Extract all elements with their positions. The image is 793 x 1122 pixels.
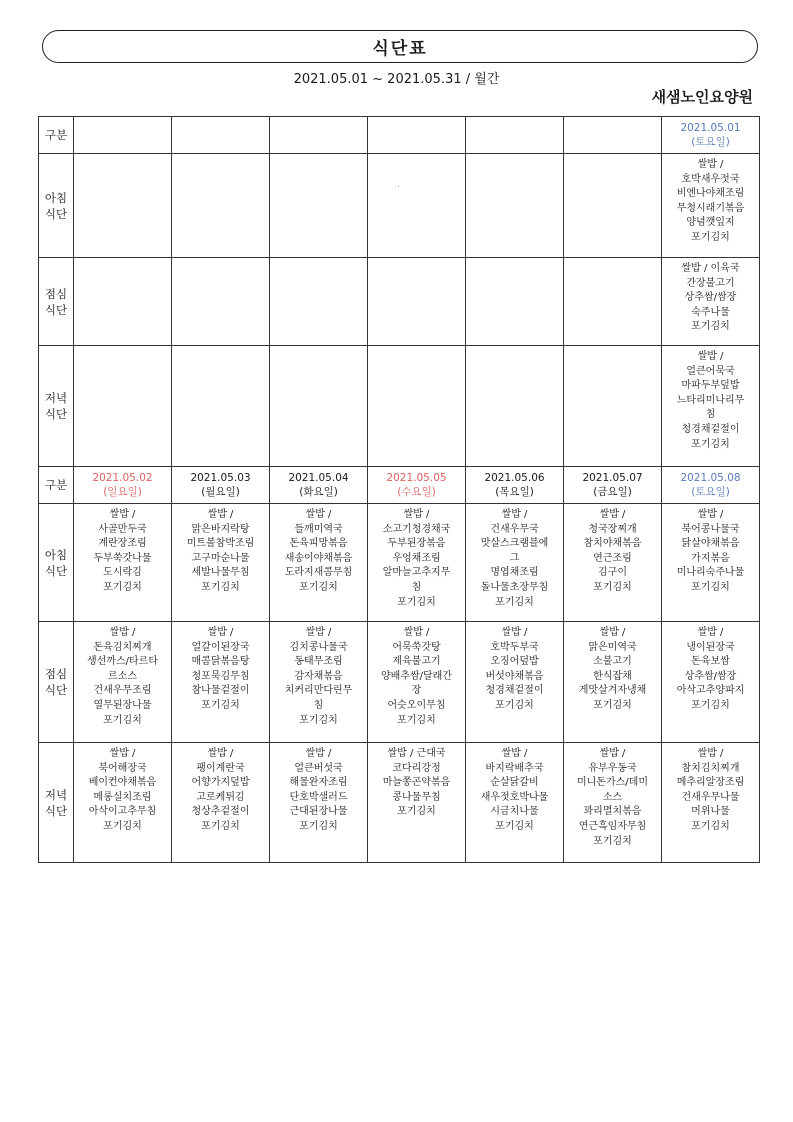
menu-cell (172, 743, 270, 863)
menu-item: 쌀밥 / 근대국 (387, 748, 446, 759)
menu-item: 비엔나야채조림 (676, 188, 745, 200)
menu-cell (662, 504, 760, 622)
menu-item: 호박두부국 (490, 641, 539, 653)
menu-item: 순살닭갈비 (490, 777, 539, 789)
day-date: 2021.05.04 (288, 472, 349, 484)
empty-cell (270, 258, 368, 346)
day-date: 2021.05.01 (680, 122, 741, 134)
menu-item: 얼큰어묵국 (686, 365, 735, 377)
menu-item: 쌀밥 / (109, 509, 136, 520)
empty-cell (564, 346, 662, 467)
menu-item: 쌀밥 / 이육국 (681, 263, 740, 274)
menu-item: 동태무조림 (294, 656, 343, 668)
menu-item: 메추리알장조림 (676, 777, 745, 789)
empty-cell (270, 346, 368, 467)
menu-item: 한식잡채 (593, 670, 632, 682)
menu-item: 돈육보쌈 (691, 656, 730, 668)
breakfast-label: 아침 식단 (39, 504, 74, 622)
menu-item: 닭살야채볶음 (681, 538, 740, 550)
day-of-week: (수요일) (397, 486, 436, 498)
menu-cell (74, 622, 172, 743)
menu-item: 양념깻잎지 (686, 217, 735, 229)
week1-breakfast-row (39, 154, 760, 258)
menu-item: 어슷오이무침 (387, 699, 446, 711)
menu-item: 해물완자조림 (289, 777, 348, 789)
menu-item: 얼큰버섯국 (294, 762, 343, 774)
menu-item: 쌀밥 / (305, 748, 332, 759)
menu-item: 사골만두국 (98, 523, 147, 535)
menu-item: 제육불고기 (392, 656, 441, 668)
day-date: 2021.05.02 (92, 472, 153, 484)
menu-item: 청국장찌개 (588, 523, 637, 535)
menu-item: 쌀밥 / (501, 627, 528, 638)
category-label: 구분 (39, 467, 74, 504)
menu-item: 미나리숙주나물 (676, 567, 745, 579)
menu-item: 두부쑥갓나물 (93, 552, 152, 564)
menu-item: 치커리만다린무 (284, 685, 353, 697)
menu-item: 호박새우젓국 (681, 173, 740, 185)
menu-item: 쌀밥 / (599, 748, 626, 759)
scan-dot (398, 186, 399, 187)
menu-item: 포기김치 (691, 231, 730, 243)
empty-cell (270, 117, 368, 154)
menu-item: 쌀밥 / (305, 509, 332, 520)
menu-item: 양배추쌈/달래간 (381, 670, 452, 682)
menu-cell (662, 154, 760, 258)
empty-cell (368, 154, 466, 258)
menu-item: 포기김치 (691, 699, 730, 711)
menu-item: 쌀밥 / (697, 351, 724, 362)
menu-cell (270, 622, 368, 743)
menu-item: 콩나물무침 (392, 791, 441, 803)
menu-item: 포기김치 (593, 835, 632, 847)
dinner-label: 저녁 식단 (39, 346, 74, 467)
menu-item: 새우젓호박나물 (480, 791, 549, 803)
empty-cell (564, 117, 662, 154)
category-label: 구분 (39, 117, 74, 154)
menu-item: 장 (411, 685, 422, 697)
empty-cell (564, 258, 662, 346)
menu-item: 김치콩나물국 (289, 641, 348, 653)
menu-item: 쌀밥 / (207, 748, 234, 759)
menu-cell (74, 504, 172, 622)
menu-item: 냉이된장국 (686, 641, 735, 653)
menu-item: 아삭고추양파지 (676, 685, 745, 697)
menu-item: 르소스 (108, 670, 137, 682)
menu-item: 포기김치 (691, 820, 730, 832)
facility-name: 새샘노인요양원 (651, 88, 753, 106)
menu-item: 쌀밥 / (697, 748, 724, 759)
day-date: 2021.05.05 (386, 472, 447, 484)
menu-cell (466, 622, 564, 743)
menu-item: 북어콩나물국 (681, 523, 740, 535)
menu-item: 메롱실치조림 (93, 791, 152, 803)
day-date: 2021.05.08 (680, 472, 741, 484)
menu-item: 매콤닭볶음탕 (191, 656, 250, 668)
menu-item: 세발나물무침 (191, 567, 250, 579)
menu-item: 쌀밥 / (697, 509, 724, 520)
menu-item: 바지락배추국 (485, 762, 544, 774)
menu-item: 상추쌈/쌈장 (684, 292, 737, 304)
menu-item: 들깨미역국 (294, 523, 343, 535)
menu-cell (564, 743, 662, 863)
menu-item: 돈육피망볶음 (289, 538, 348, 550)
menu-item: 건새우무국 (490, 523, 539, 535)
menu-cell (564, 622, 662, 743)
menu-cell (662, 346, 760, 467)
menu-item: 근대된장나물 (289, 806, 348, 818)
day-of-week: (금요일) (593, 486, 632, 498)
day-header-20210507 (564, 467, 662, 504)
menu-item: 쌀밥 / (109, 748, 136, 759)
menu-item: 도시락김 (103, 567, 142, 579)
menu-item: 참나물겉절이 (191, 685, 250, 697)
menu-item: 마늘쫑곤약볶음 (382, 777, 451, 789)
week2-header-row (39, 467, 760, 504)
menu-item: 포기김치 (299, 581, 338, 593)
menu-item: 소스 (602, 791, 623, 803)
menu-cell (270, 743, 368, 863)
menu-item: 코다리강정 (392, 762, 441, 774)
empty-cell (368, 346, 466, 467)
menu-item: 청경채겉절이 (485, 685, 544, 697)
menu-item: 포기김치 (103, 820, 142, 832)
menu-item: 쌀밥 / (207, 509, 234, 520)
menu-item: 청상추겉절이 (191, 806, 250, 818)
menu-item: 쌀밥 / (305, 627, 332, 638)
menu-item: 청경채겉절이 (681, 423, 740, 435)
lunch-label: 점심 식단 (39, 622, 74, 743)
menu-item: 참치야채볶음 (583, 538, 642, 550)
empty-cell (368, 258, 466, 346)
menu-item: 명엽채조림 (490, 567, 539, 579)
menu-item: 쌀밥 / (697, 627, 724, 638)
menu-item: 김구이 (598, 567, 627, 579)
day-of-week: (화요일) (299, 486, 338, 498)
day-of-week: (토요일) (691, 486, 730, 498)
menu-item: 포기김치 (103, 581, 142, 593)
menu-item: 건새우무조림 (93, 685, 152, 697)
menu-item: 포기김치 (495, 820, 534, 832)
menu-item: 포기김치 (593, 581, 632, 593)
menu-cell (74, 743, 172, 863)
menu-cell (368, 504, 466, 622)
empty-cell (466, 154, 564, 258)
empty-cell (172, 258, 270, 346)
menu-item: 새송이야채볶음 (284, 552, 353, 564)
day-header-sat-0501 (662, 117, 760, 154)
menu-cell (368, 743, 466, 863)
menu-item: 고구마순나물 (191, 552, 250, 564)
menu-item: 쌀밥 / (403, 509, 430, 520)
day-of-week: (목요일) (495, 486, 534, 498)
menu-item: 알마늘고추지무 (382, 567, 451, 579)
menu-item: 고로케튀김 (196, 791, 245, 803)
empty-cell (74, 346, 172, 467)
menu-item: 어향가지덮밥 (191, 777, 250, 789)
menu-item: 청포묵김무침 (191, 670, 250, 682)
menu-item: 쌀밥 / (207, 627, 234, 638)
menu-item: 포기김치 (103, 714, 142, 726)
menu-item: 포기김치 (201, 820, 240, 832)
menu-item: 포기김치 (593, 699, 632, 711)
empty-cell (466, 346, 564, 467)
menu-item: 꽈리멸치볶음 (583, 806, 642, 818)
menu-item: 버섯야채볶음 (485, 670, 544, 682)
menu-item: 그 (509, 552, 520, 564)
menu-item: 아삭이고추무침 (88, 806, 157, 818)
empty-cell (74, 154, 172, 258)
menu-item: 쌀밥 / (599, 627, 626, 638)
menu-item: 계란장조림 (98, 538, 147, 550)
menu-item: 포기김치 (691, 321, 730, 333)
menu-item: 맛살스크램블에 (480, 538, 549, 550)
menu-item: 연근조림 (593, 552, 632, 564)
menu-item: 돌나물초장무침 (480, 581, 549, 593)
menu-item: 느타리미나리무 (676, 394, 745, 406)
menu-table (38, 116, 760, 863)
empty-cell (74, 117, 172, 154)
menu-item: 참치김치찌개 (681, 762, 740, 774)
menu-cell (368, 622, 466, 743)
menu-item: 포기김치 (691, 438, 730, 450)
empty-cell (74, 258, 172, 346)
day-header-20210505 (368, 467, 466, 504)
menu-item: 쌀밥 / (109, 627, 136, 638)
menu-item: 침 (705, 409, 716, 421)
dinner-label: 저녁 식단 (39, 743, 74, 863)
menu-item: 쌀밥 / (403, 627, 430, 638)
menu-item: 포기김치 (201, 581, 240, 593)
menu-item: 소고기청경채국 (382, 523, 451, 535)
menu-item: 생선까스/타르타 (87, 656, 158, 668)
day-date: 2021.05.03 (190, 472, 251, 484)
menu-item: 맑은바지락탕 (191, 523, 250, 535)
menu-item: 쌀밥 / (697, 159, 724, 170)
menu-cell (662, 743, 760, 863)
menu-item: 돈육김치찌개 (93, 641, 152, 653)
day-of-week: (월요일) (201, 486, 240, 498)
week1-dinner-row (39, 346, 760, 467)
menu-item: 도라지새콤무침 (284, 567, 353, 579)
week1-lunch-row (39, 258, 760, 346)
menu-item: 쌀밥 / (599, 509, 626, 520)
empty-cell (172, 117, 270, 154)
menu-item: 두부된장볶음 (387, 538, 446, 550)
menu-item: 얼갈이된장국 (191, 641, 250, 653)
empty-cell (466, 117, 564, 154)
menu-cell (270, 504, 368, 622)
menu-item: 포기김치 (691, 581, 730, 593)
menu-item: 건새우무나물 (681, 791, 740, 803)
menu-item: 베이컨야채볶음 (88, 777, 157, 789)
menu-item: 미트볼참박조림 (186, 538, 255, 550)
day-of-week: (일요일) (103, 486, 142, 498)
menu-item: 머위나물 (691, 806, 730, 818)
menu-item: 가지볶음 (691, 552, 730, 564)
week2-breakfast-row (39, 504, 760, 622)
menu-cell (466, 504, 564, 622)
menu-item: 간장불고기 (686, 277, 735, 289)
empty-cell (466, 258, 564, 346)
week2-dinner-row (39, 743, 760, 863)
day-header-20210506 (466, 467, 564, 504)
menu-item: 포기김치 (201, 699, 240, 711)
menu-item: 포기김치 (299, 820, 338, 832)
day-date: 2021.05.07 (582, 472, 643, 484)
empty-cell (564, 154, 662, 258)
menu-item: 북어해장국 (98, 762, 147, 774)
menu-item: 소불고기 (593, 656, 632, 668)
week1-header-row (39, 117, 760, 154)
menu-item: 숙주나물 (691, 306, 730, 318)
day-of-week: (토요일) (691, 136, 730, 148)
menu-cell (662, 258, 760, 346)
menu-cell (662, 622, 760, 743)
day-header-20210508 (662, 467, 760, 504)
menu-item: 미니돈가스/데미 (577, 777, 648, 789)
menu-item: 유부우동국 (588, 762, 637, 774)
day-header-20210504 (270, 467, 368, 504)
empty-cell (368, 117, 466, 154)
menu-item: 무청시래기볶음 (676, 202, 745, 214)
menu-item: 쌀밥 / (501, 748, 528, 759)
menu-item: 침 (411, 581, 422, 593)
menu-item: 쌀밥 / (501, 509, 528, 520)
menu-item: 포기김치 (397, 806, 436, 818)
menu-item: 시금치나물 (490, 806, 539, 818)
week2-lunch-row (39, 622, 760, 743)
day-date: 2021.05.06 (484, 472, 545, 484)
menu-item: 포기김치 (495, 596, 534, 608)
menu-item: 우엉채조림 (392, 552, 441, 564)
menu-item: 포기김치 (299, 714, 338, 726)
menu-item: 침 (313, 699, 324, 711)
title-box (42, 30, 758, 63)
empty-cell (270, 154, 368, 258)
menu-item: 팽이계란국 (196, 762, 245, 774)
day-header-20210502 (74, 467, 172, 504)
menu-item: 포기김치 (495, 699, 534, 711)
day-header-20210503 (172, 467, 270, 504)
period-range: 2021.05.01 ~ 2021.05.31 / 월간 (293, 72, 500, 87)
menu-item: 연근흑임자무침 (578, 820, 647, 832)
menu-item: 어묵쑥갓탕 (392, 641, 441, 653)
lunch-label: 점심 식단 (39, 258, 74, 346)
menu-item: 단호박샐러드 (289, 791, 348, 803)
menu-item: 열무된장나물 (93, 699, 152, 711)
menu-cell (564, 504, 662, 622)
empty-cell (172, 154, 270, 258)
menu-item: 감자채볶음 (294, 670, 343, 682)
menu-item: 맑은미역국 (588, 641, 637, 653)
menu-cell (172, 622, 270, 743)
page-title: 식단표 (372, 39, 428, 59)
menu-item: 마파두부덮밥 (681, 380, 740, 392)
menu-item: 오징어덮밥 (490, 656, 539, 668)
menu-item: 포기김치 (397, 596, 436, 608)
menu-cell (172, 504, 270, 622)
breakfast-label: 아침 식단 (39, 154, 74, 258)
menu-item: 상추쌈/쌈장 (684, 670, 737, 682)
menu-item: 포기김치 (397, 714, 436, 726)
menu-cell (466, 743, 564, 863)
empty-cell (172, 346, 270, 467)
menu-item: 게맛살겨자냉채 (578, 685, 647, 697)
